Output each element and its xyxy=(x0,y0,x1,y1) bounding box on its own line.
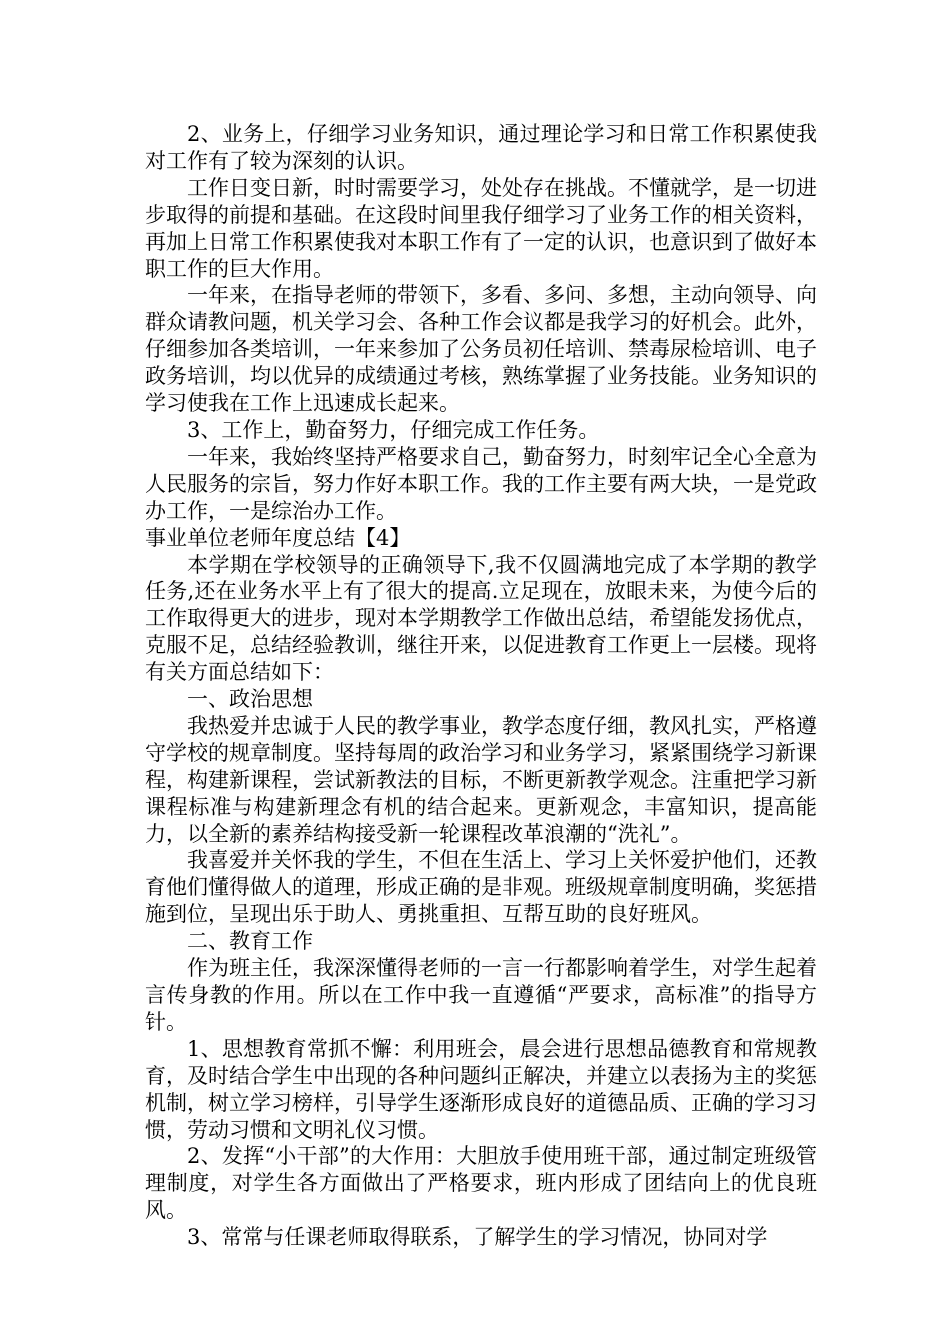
document-page xyxy=(145,121,817,1251)
paragraph: 2、发挥“小干部”的大作用：大胆放手使用班干部，通过制定班级管理制度，对学生各方面做出了严格要求，班内形成了团结向上的优良班风。 xyxy=(145,1144,817,1223)
paragraph: 本学期在学校领导的正确领导下,我不仅圆满地完成了本学期的教学任务,还在业务水平上有了很大的提高.立足现在，放眼未来，为使今后的工作取得更大的进步，现对本学期教学工作做出总结，希望能发扬优点，克服不足，总结经验教训，继往开来，以促进教育工作更上一层楼。现将有关方面总结如下： xyxy=(145,552,817,685)
paragraph: 2、业务上，仔细学习业务知识，通过理论学习和日常工作积累使我对工作有了较为深刻的认识。 xyxy=(145,122,817,173)
section-title: 事业单位老师年度总结【4】 xyxy=(145,525,411,550)
paragraph: 一年来，我始终坚持严格要求自己，勤奋努力，时刻牢记全心全意为人民服务的宗旨，努力作好本职工作。我的工作主要有两大块，一是党政办工作，一是综治办工作。 xyxy=(145,444,817,523)
paragraph: 1、思想教育常抓不懈：利用班会，晨会进行思想品德教育和常规教育，及时结合学生中出现的各种问题纠正解决，并建立以表扬为主的奖惩机制，树立学习榜样，引导学生逐渐形成良好的道德品质、正确的学习习惯，劳动习惯和文明礼仪习惯。 xyxy=(145,1036,817,1142)
subheading: 一、政治思想 xyxy=(187,687,313,712)
paragraph: 作为班主任，我深深懂得老师的一言一行都影响着学生，对学生起着言传身教的作用。所以在工作中我一直遵循“严要求，高标准”的指导方针。 xyxy=(145,956,817,1034)
paragraph: 3、工作上，勤奋努力，仔细完成工作任务。 xyxy=(187,417,600,442)
paragraph: 3、常常与任课老师取得联系，了解学生的学习情况，协同对学 xyxy=(187,1225,768,1250)
paragraph: 一年来，在指导老师的带领下，多看、多问、多想，主动向领导、向群众请教问题，机关学习会、各种工作会议都是我学习的好机会。此外，仔细参加各类培训，一年来参加了公务员初任培训、禁毒尿检培训、电子政务培训，均以优异的成绩通过考核，熟练掌握了业务技能。业务知识的学习使我在工作上迅速成长起来。 xyxy=(145,283,817,416)
paragraph: 我热爱并忠诚于人民的教学事业，教学态度仔细，教风扎实，严格遵守学校的规章制度。坚持每周的政治学习和业务学习，紧紧围绕学习新课程，构建新课程，尝试新教法的目标，不断更新教学观念。注重把学习新课程标准与构建新理念有机的结合起来。更新观念，丰富知识，提高能力，以全新的素养结构接受新一轮课程改革浪潮的“洗礼”。 xyxy=(145,713,817,846)
paragraph: 我喜爱并关怀我的学生，不但在生活上、学习上关怀爱护他们，还教育他们懂得做人的道理，形成正确的是非观。班级规章制度明确，奖惩措施到位，呈现出乐于助人、勇挑重担、互帮互助的良好班风。 xyxy=(145,848,817,927)
paragraph: 工作日变日新，时时需要学习，处处存在挑战。不懂就学，是一切进步取得的前提和基础。在这段时间里我仔细学习了业务工作的相关资料，再加上日常工作积累使我对本职工作有了一定的认识，也意识到了做好本职工作的巨大作用。 xyxy=(145,175,817,281)
subheading: 二、教育工作 xyxy=(187,929,313,954)
